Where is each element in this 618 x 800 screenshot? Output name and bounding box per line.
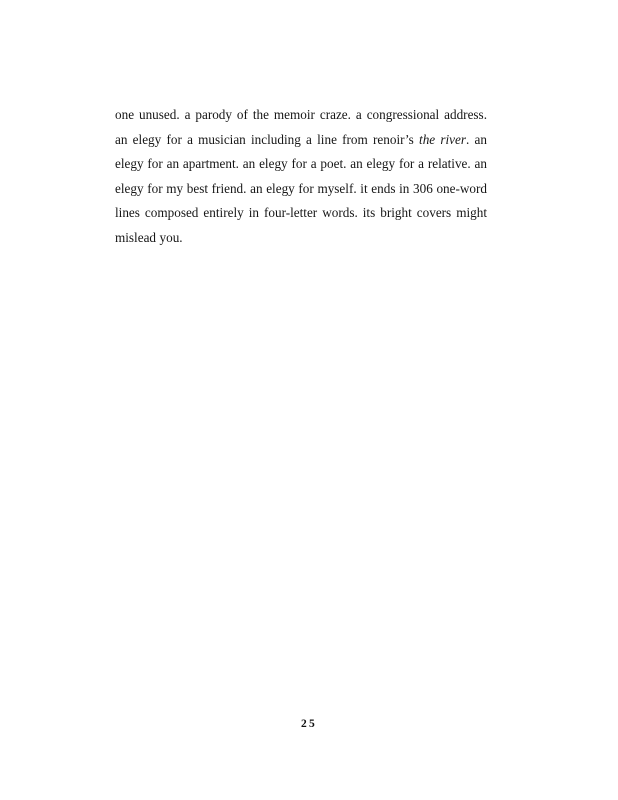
paragraph-text-end: . an elegy for an apartment. an elegy for a poet. an elegy for a relative. an elegy for my best friend. an elegy for myself. it ends in 306 one-word lines composed entirely in four-letter words. its bright covers might mislead you. <box>115 131 487 245</box>
page-number: 25 <box>301 718 317 730</box>
body-paragraph <box>115 103 487 250</box>
paragraph-text-start: one unused. a parody of the memoir craze. a congressional address. an elegy for a musician including a line from renoir’s <box>115 107 487 147</box>
italic-title: the river <box>419 131 467 147</box>
